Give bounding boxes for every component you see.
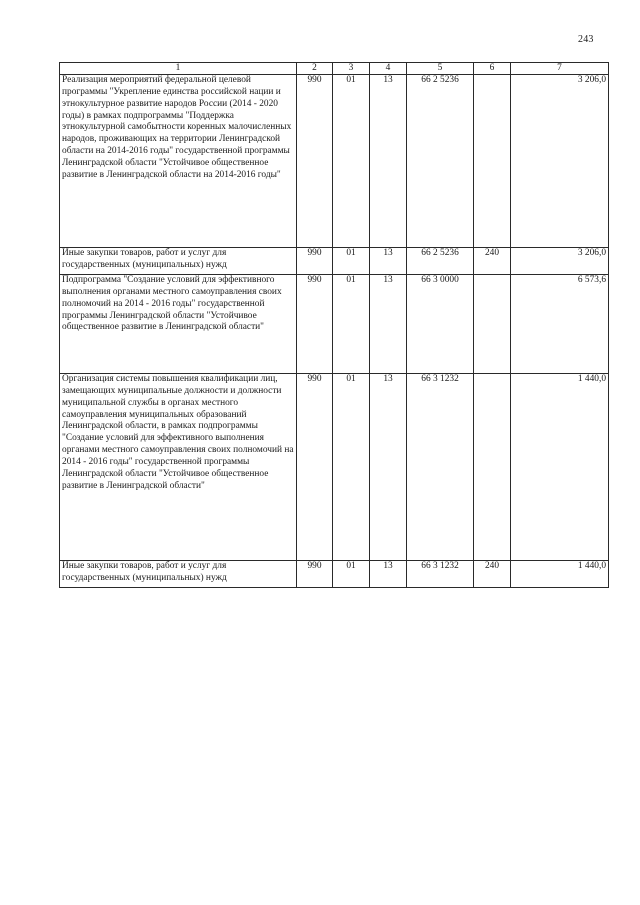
row-target: 66 3 0000 — [407, 275, 474, 374]
row-amount: 1 440,0 — [511, 561, 609, 588]
row-section: 01 — [333, 275, 370, 374]
row-code: 990 — [297, 248, 333, 275]
column-header-3: 3 — [333, 63, 370, 75]
row-type — [474, 75, 511, 248]
column-header-5: 5 — [407, 63, 474, 75]
row-amount: 6 573,6 — [511, 275, 609, 374]
row-amount: 1 440,0 — [511, 374, 609, 561]
row-amount: 3 206,0 — [511, 75, 609, 248]
row-subsection: 13 — [370, 561, 407, 588]
column-header-4: 4 — [370, 63, 407, 75]
table-row — [60, 374, 609, 561]
column-header-2: 2 — [297, 63, 333, 75]
row-subsection: 13 — [370, 75, 407, 248]
row-description: Реализация мероприятий федеральной целевой программы "Укрепление единства российской нации и этнокультурное развитие народов России (2014 - 2020 годы) в рамках подпрограммы "Поддержка этнокультурной самобытности коренных малочисленных народов, проживающих на территории Ленинградской области на 2014-2016 годы" государственной программы Ленинградской области "Устойчивое общественное развитие в Ленинградской области на 2014-2016 годы" — [60, 75, 297, 248]
table-row — [60, 561, 609, 588]
table-row — [60, 275, 609, 374]
row-type — [474, 374, 511, 561]
row-target: 66 2 5236 — [407, 248, 474, 275]
page-number: 243 — [578, 34, 594, 45]
row-type — [474, 275, 511, 374]
row-code: 990 — [297, 561, 333, 588]
row-subsection: 13 — [370, 275, 407, 374]
row-target: 66 2 5236 — [407, 75, 474, 248]
row-code: 990 — [297, 75, 333, 248]
column-header-7: 7 — [511, 63, 609, 75]
row-description: Подпрограмма "Создание условий для эффективного выполнения органами местного самоуправления своих полномочий на 2014 - 2016 годы" государственной программы Ленинградской области "Устойчивое общественное развитие в Ленинградской области" — [60, 275, 297, 374]
row-target: 66 3 1232 — [407, 561, 474, 588]
row-code: 990 — [297, 275, 333, 374]
table-row — [60, 75, 609, 248]
row-section: 01 — [333, 75, 370, 248]
row-type: 240 — [474, 561, 511, 588]
row-subsection: 13 — [370, 248, 407, 275]
row-description: Организация системы повышения квалификации лиц, замещающих муниципальные должности и должности муниципальной службы в органах местного самоуправления муниципальных образований Ленинградской области, в рамках подпрограммы "Создание условий для эффективного выполнения органами местного самоуправления своих полномочий на 2014 - 2016 годы" государственной программы Ленинградской области "Устойчивое общественное развитие в Ленинградской области" — [60, 374, 297, 561]
row-section: 01 — [333, 561, 370, 588]
row-section: 01 — [333, 374, 370, 561]
table-row — [60, 248, 609, 275]
row-target: 66 3 1232 — [407, 374, 474, 561]
row-subsection: 13 — [370, 374, 407, 561]
column-header-6: 6 — [474, 63, 511, 75]
budget-table — [59, 62, 609, 588]
table-header-row — [60, 63, 609, 75]
row-amount: 3 206,0 — [511, 248, 609, 275]
column-header-1: 1 — [60, 63, 297, 75]
row-description: Иные закупки товаров, работ и услуг для государственных (муниципальных) нужд — [60, 561, 297, 588]
row-code: 990 — [297, 374, 333, 561]
row-description: Иные закупки товаров, работ и услуг для государственных (муниципальных) нужд — [60, 248, 297, 275]
row-section: 01 — [333, 248, 370, 275]
row-type: 240 — [474, 248, 511, 275]
